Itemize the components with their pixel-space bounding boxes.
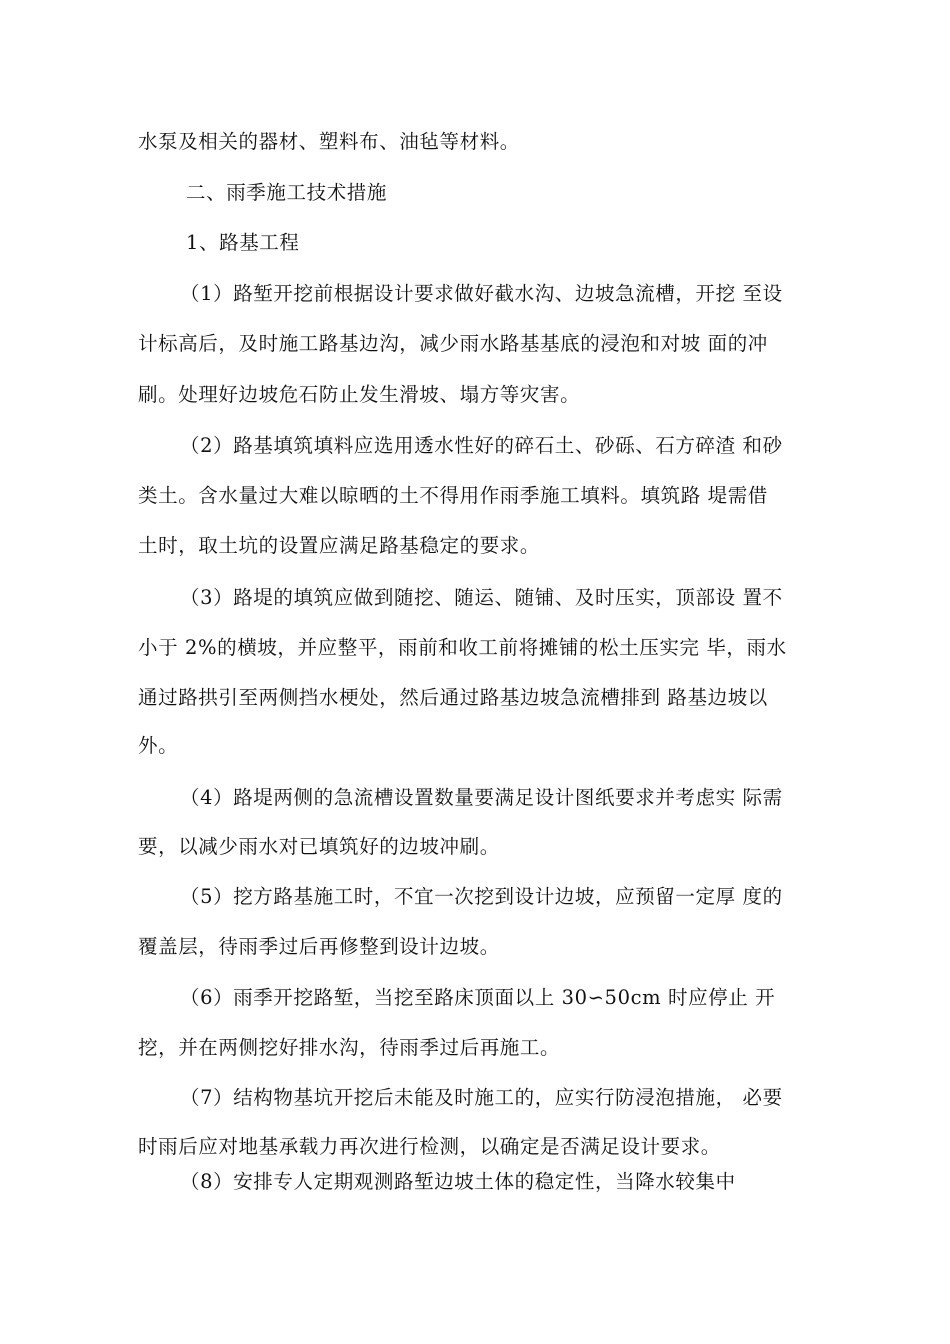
paragraph-5-line-1: （5）挖方路基施工时，不宜一次挖到设计边坡，应预留一定厚 度的 bbox=[180, 885, 783, 908]
paragraph-1-line-1: （1）路堑开挖前根据设计要求做好截水沟、边坡急流槽，开挖 至设 bbox=[180, 282, 783, 305]
paragraph-3-line-3: 通过路拱引至两侧挡水梗处，然后通过路基边坡急流槽排到 路基边坡以 bbox=[138, 686, 768, 709]
paragraph-5-line-2: 覆盖层，待雨季过后再修整到设计边坡。 bbox=[138, 935, 500, 958]
paragraph-2-line-3: 土时，取土坑的设置应满足路基稳定的要求。 bbox=[138, 534, 541, 557]
paragraph-6-line-1: （6）雨季开挖路堑，当挖至路床顶面以上 30∽50cm 时应停止 开 bbox=[180, 986, 776, 1009]
section-heading: 二、雨季施工技术措施 bbox=[186, 181, 388, 204]
paragraph-2-line-1: （2）路基填筑填料应选用透水性好的碎石土、砂砾、石方碎渣 和砂 bbox=[180, 434, 783, 457]
paragraph-3-line-1: （3）路堤的填筑应做到随挖、随运、随铺、及时压实，顶部设 置不 bbox=[180, 586, 783, 609]
paragraph-2-line-2: 类土。含水量过大难以晾晒的土不得用作雨季施工填料。填筑路 堤需借 bbox=[138, 484, 768, 507]
paragraph-4-line-2: 要，以减少雨水对已填筑好的边坡冲刷。 bbox=[138, 835, 500, 858]
paragraph-3-line-4: 外。 bbox=[138, 734, 179, 757]
paragraph-1-line-2: 计标高后，及时施工路基边沟，减少雨水路基基底的浸泡和对坡 面的冲 bbox=[138, 332, 768, 355]
paragraph-3-line-2: 小于 2%的横坡，并应整平，雨前和收工前将摊铺的松土压实完 毕，雨水 bbox=[138, 636, 787, 659]
text-line-1: 水泵及相关的器材、塑料布、油毡等材料。 bbox=[138, 130, 520, 153]
paragraph-8-line-1: （8）安排专人定期观测路堑边坡土体的稳定性，当降水较集中 bbox=[180, 1170, 736, 1193]
subsection-heading: 1、路基工程 bbox=[186, 231, 300, 254]
paragraph-6-line-2: 挖，并在两侧挖好排水沟，待雨季过后再施工。 bbox=[138, 1036, 561, 1059]
paragraph-7-line-1: （7）结构物基坑开挖后未能及时施工的，应实行防浸泡措施， 必要 bbox=[180, 1086, 783, 1109]
paragraph-1-line-3: 刷。处理好边坡危石防止发生滑坡、塌方等灾害。 bbox=[138, 383, 581, 406]
paragraph-7-line-2: 时雨后应对地基承载力再次进行检测，以确定是否满足设计要求。 bbox=[138, 1135, 721, 1158]
paragraph-4-line-1: （4）路堤两侧的急流槽设置数量要满足设计图纸要求并考虑实 际需 bbox=[180, 786, 783, 809]
